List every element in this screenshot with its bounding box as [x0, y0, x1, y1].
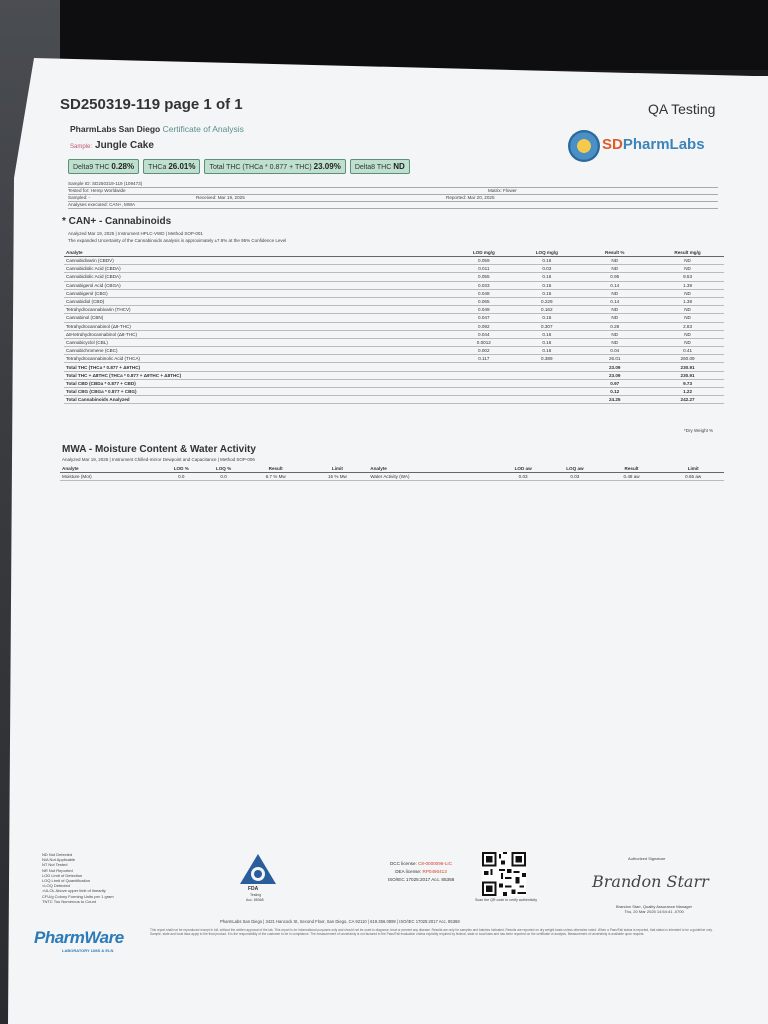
seal-icon [568, 130, 600, 162]
summary-badges [68, 159, 410, 174]
fda-acc: Acc. 85368 [246, 898, 264, 902]
table-row: Cannabinol (CBN) 0.047 0.16 ND ND [64, 314, 724, 322]
qr-note: Scan the QR code to verify authenticity [474, 898, 538, 902]
pharmware-logo: PharmWare [34, 928, 124, 947]
table-row: Cannabichromene (CBC) 0.002 0.16 0.04 0.41 [64, 347, 724, 355]
qr-code-icon[interactable] [482, 852, 526, 896]
doc-type: Certificate of Analysis [162, 124, 244, 134]
table-header: Analyte LOD mg/g LOQ mg/g Result % Result mg/g [64, 250, 724, 257]
legend-item: <LOQ Detected [42, 883, 70, 889]
license-block: DCC license: C8-0000096-LIC DEA license: RP0490413 ISO/IEC 17025:2017 Acc. 85368 [387, 861, 455, 882]
abbreviation-legend [42, 852, 114, 904]
badge-thca: THCa 26.01% [143, 159, 200, 174]
dry-weight-note: *Dry Weight % [684, 428, 714, 433]
sample-line [70, 140, 154, 151]
cannabinoids-table [64, 250, 724, 404]
reported: Reported: Mar 20, 2025 [446, 195, 495, 200]
table-row: Tetrahydrocannabinol (Δ9-THC) 0.092 0.307 0.28 2.83 [64, 322, 724, 330]
table-row: Cannabigerol (CBG) 0.048 0.16 ND ND [64, 289, 724, 297]
cannabinoids-title: * CAN+ - Cannabinoids [62, 216, 172, 227]
cannabinoids-uncertainty: The expanded Uncertainty of the Cannabinoids analysis is approximately ±7.8% at the 95% Confidence Level [68, 238, 287, 243]
legend-item: >ULOL Above upper limit of linearity [42, 888, 106, 894]
qa-testing-label: QA Testing [648, 101, 716, 117]
fda-sub: Testing [250, 893, 262, 897]
table-row: Total THC + Δ8THC (THCa * 0.877 + Δ9THC + Δ8THC) 23.09 230.91 [64, 371, 724, 379]
legend-item: CFU/g Colony Forming Units per 1 gram [42, 893, 114, 899]
lab-name: PharmLabs San Diego [70, 124, 161, 134]
table-row: Cannabicyclol (CBL) 0.0012 0.16 ND ND [64, 338, 724, 346]
signer-info: Brandon Starr, Quality Assurance Manager Thu, 20 Mar 2025 14:54:41 -0700 [615, 904, 693, 914]
table-row: Moisture (MoI) 0.0 0.0 6.7 % Mw 15 % Mw Water Activity (WA) 0.03 0.03 0.48 aw 0.65 aw [60, 473, 724, 481]
table-row: Tetrahydrocannabivarin (THCV) 0.049 0.162 ND ND [64, 306, 724, 314]
sdpharmlabs-logo [568, 126, 718, 164]
analyses: Analyses executed: CAN+, MWA [68, 202, 136, 207]
sampled: Sampled: - [68, 195, 91, 200]
table-row: Cannabidiolic Acid (CBDA) 0.055 0.16 0.95 9.53 [64, 273, 724, 281]
badge-delta9: Delta9 THC 0.28% [68, 159, 139, 174]
moisture-analyzed: Analyzed Mar 19, 2025 | Instrument Chilled-mirror Dewpoint and Capacitance | Method SOP-006 [62, 457, 255, 462]
matrix: Matrix: Flower [488, 188, 517, 193]
legend-item: N/A Not Applicable [42, 857, 76, 863]
legend-item: NR Not Reported [42, 867, 73, 873]
legend-item: TNTC Too Numerous to Count [42, 898, 96, 904]
table-header: Analyte LOD % LOQ % Result Limit Analyte LOD aw LOQ aw Result Limit [60, 466, 724, 473]
signature-label: Authorized Signature [628, 856, 666, 861]
sample-name: Jungle Cake [95, 140, 154, 151]
received: Received: Mar 19, 2025 [196, 195, 245, 200]
sample-label: Sample: [70, 144, 93, 150]
sample-meta [68, 181, 718, 209]
disclaimer: This report shall not be reproduced except in full, without the written approval of the lab. This report is for informational purposes only and should not be used to diagnose, treat or prevent any disease. Results are only for samples and batches indicated. Results are reported on dry weight basis unless otherwise noted. When a Pass/Fail status is reported, that status is intended to be a guideline only. Sample, state and local laws apply to the final product. It is the responsibility of the customer to be in compliance. The measurement of uncertainty is not factored in the Pass/Fail evaluation unless explicitly required by federal, state or local laws and has been reported on the certificate of analysis. Measurement of uncertainty is available upon request. [150, 928, 713, 936]
lab-address: PharmLabs San Diego | 3421 Hancock St, Second Floor, San Diego, CA 92110 | 619.356.0899 | ISO/IEC 17025:2017 Acc. 85368 [220, 919, 460, 924]
tested-for: Tested for: Hemp Worldwide [68, 188, 126, 193]
table-row: Total CBD (CBDa * 0.877 + CBD) 0.97 9.73 [64, 379, 724, 387]
table-row: Cannabidiolic Acid (CBDA) 0.011 0.03 ND ND [64, 265, 724, 273]
legend-item: LOQ Limit of Quantification [42, 878, 91, 884]
pharmware-subtitle: LABORATORY LIMS & ELN [62, 948, 114, 953]
table-row: Δ8-tetrahydrocannabinol (Δ8-THC) 0.044 0.16 ND ND [64, 330, 724, 338]
badge-total-thc: Total THC (THCa * 0.877 + THC) 23.09% [204, 159, 345, 174]
badge-delta8: Delta8 THC ND [350, 159, 410, 174]
table-row: Cannabigerol Acid (CBGA) 0.033 0.16 0.14 1.39 [64, 281, 724, 289]
moisture-table [60, 466, 724, 481]
legend-item: NT Not Tested [42, 862, 68, 868]
legend-item: ND Not Detected [42, 852, 73, 857]
signature: Brandon Starr [592, 872, 709, 891]
table-row: Cannabidiol (CBD) 0.065 0.229 0.14 1.38 [64, 297, 724, 305]
table-row: Total CBG (CBGa * 0.877 + CBG) 0.12 1.22 [64, 388, 724, 396]
lab-line [70, 124, 244, 134]
moisture-title: MWA - Moisture Content & Water Activity [62, 444, 256, 455]
table-row: Tetrahydrocannabinolic Acid (THCA) 0.117 0.389 26.01 260.09 [64, 355, 724, 363]
report-title: SD250319-119 page 1 of 1 [60, 96, 243, 113]
sample-id: Sample ID: SD250319-119 (109473) [68, 181, 143, 186]
logo-text: SDPharmLabs [602, 136, 705, 153]
table-row: Cannabidivarin (CBDV) 0.059 0.16 ND ND [64, 257, 724, 265]
legend-item: LOD Limit of Detection [42, 872, 83, 878]
table-row: Total THC (THCa * 0.877 + Δ9THC) 23.09 230.91 [64, 363, 724, 371]
cannabinoids-analyzed: Analyzed Mar 19, 2025 | Instrument HPLC-VWD | Method SOP-001 [68, 231, 203, 236]
background-dark [60, 0, 768, 70]
table-row: Total Cannabinoids Analyzed 24.25 242.27 [64, 396, 724, 404]
fda-label: FDA [248, 886, 259, 892]
